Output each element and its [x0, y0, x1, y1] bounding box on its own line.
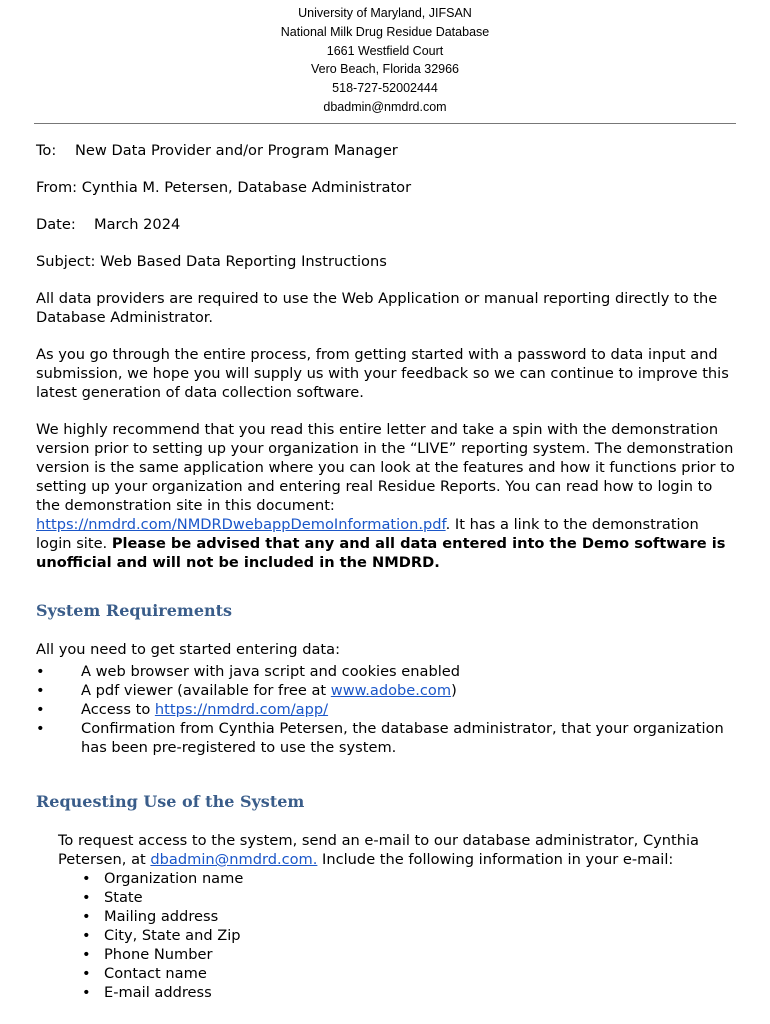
adobe-link[interactable]: www.adobe.com — [330, 682, 452, 699]
list-item — [36, 662, 736, 681]
requesting-use-intro — [58, 831, 736, 869]
requesting-use-heading: Requesting Use of the System — [36, 792, 305, 811]
bullet-icon: • — [82, 870, 91, 887]
request-text-after: Include the following information in your e-mail: — [317, 851, 674, 868]
list-item — [82, 964, 736, 983]
letterhead-street: 1661 Westfield Court — [326, 43, 444, 58]
bullet-icon: • — [36, 663, 45, 680]
memo-to-label: To: — [36, 142, 57, 159]
memo-subject-label: Subject: — [36, 253, 96, 270]
paragraph-requirement: All data providers are required to use the Web Application or manual reporting directly to the Database Administrator. — [36, 290, 718, 326]
system-requirements-heading: System Requirements — [36, 601, 233, 620]
list-item-text: City, State and Zip — [104, 927, 241, 944]
bullet-icon: • — [82, 908, 91, 925]
list-item — [36, 719, 736, 757]
list-item-text: Phone Number — [104, 946, 213, 963]
paragraph-feedback: As you go through the entire process, from getting started with a password to data input and submission, we hope you will supply us with your feedback so we can continue to improve this latest generation of data collection software. — [36, 346, 729, 401]
memo-from-value: Cynthia M. Petersen, Database Administrator — [81, 179, 412, 196]
system-requirements-list — [36, 662, 736, 757]
letterhead-divider — [34, 123, 736, 124]
request-text: To request access to the system, send an e-mail to our database administrator, Cynthia Petersen, at — [58, 832, 699, 868]
request-info-list — [58, 869, 736, 1002]
list-item-text: A web browser with java script and cookies enabled — [81, 663, 461, 680]
bullet-icon: • — [82, 927, 91, 944]
memo-subject — [36, 252, 736, 271]
demo-disclaimer: Please be advised that any and all data entered into the Demo software is unofficial and will not be included in the NMDRD. — [36, 535, 726, 571]
list-item — [36, 681, 736, 700]
list-item-text: State — [104, 889, 143, 906]
letterhead-database: National Milk Drug Residue Database — [280, 24, 490, 39]
paragraph-demo — [36, 420, 736, 572]
letterhead — [0, 0, 770, 117]
memo-to-value: New Data Provider and/or Program Manager — [75, 142, 398, 159]
memo-date — [36, 215, 736, 234]
list-item-text: ) — [451, 682, 457, 699]
list-item — [82, 907, 736, 926]
list-item — [82, 983, 736, 1002]
memo-subject-value: Web Based Data Reporting Instructions — [100, 253, 387, 270]
demo-text: We highly recommend that you read this entire letter and take a spin with the demonstration version prior to setting up your organization in the “LIVE” reporting system. The demonstration version is the same application where you can look at the features and how it functions prior to setting up your organization and entering real Residue Reports. You can read how to login to the demonstration site in this document: — [36, 421, 735, 514]
bullet-icon: • — [36, 701, 45, 718]
letter-body — [36, 141, 736, 1002]
letterhead-org: University of Maryland, JIFSAN — [298, 6, 472, 20]
bullet-icon: • — [82, 984, 91, 1001]
demo-after-text: . It has a link to the demonstration login site. — [36, 516, 699, 552]
letterhead-email: dbadmin@nmdrd.com — [323, 99, 447, 114]
system-requirements-intro: All you need to get started entering data: — [36, 641, 340, 658]
list-item-text: A pdf viewer (available for free at — [81, 682, 331, 699]
demo-info-link[interactable]: https://nmdrd.com/NMDRDwebappDemoInformation.pdf — [36, 516, 446, 533]
list-item — [82, 926, 736, 945]
memo-date-value: March 2024 — [94, 216, 181, 233]
list-item — [82, 945, 736, 964]
memo-to — [36, 141, 736, 160]
memo-date-label: Date: — [36, 216, 76, 233]
bullet-icon: • — [82, 889, 91, 906]
admin-email-link[interactable]: dbadmin@nmdrd.com. — [150, 851, 318, 868]
memo-from — [36, 178, 736, 197]
list-item-text: E-mail address — [104, 984, 212, 1001]
bullet-icon: • — [36, 682, 45, 699]
list-item-text: Contact name — [104, 965, 207, 982]
app-link[interactable]: https://nmdrd.com/app/ — [154, 701, 329, 718]
memo-from-label: From: — [36, 179, 78, 196]
list-item-text: Confirmation from Cynthia Petersen, the database administrator, that your organization has been pre-registered to use the system. — [81, 720, 724, 756]
list-item — [82, 869, 736, 888]
list-item-text: Mailing address — [104, 908, 219, 925]
list-item-text: Organization name — [104, 870, 244, 887]
bullet-icon: • — [82, 965, 91, 982]
list-item — [82, 888, 736, 907]
list-item — [36, 700, 736, 719]
bullet-icon: • — [82, 946, 91, 963]
requesting-use-section — [36, 831, 736, 1002]
list-item-text: Access to — [81, 701, 155, 718]
bullet-icon: • — [36, 720, 45, 737]
letterhead-phone: 518-727-52002444 — [332, 81, 438, 96]
letterhead-city: Vero Beach, Florida 32966 — [310, 62, 460, 77]
